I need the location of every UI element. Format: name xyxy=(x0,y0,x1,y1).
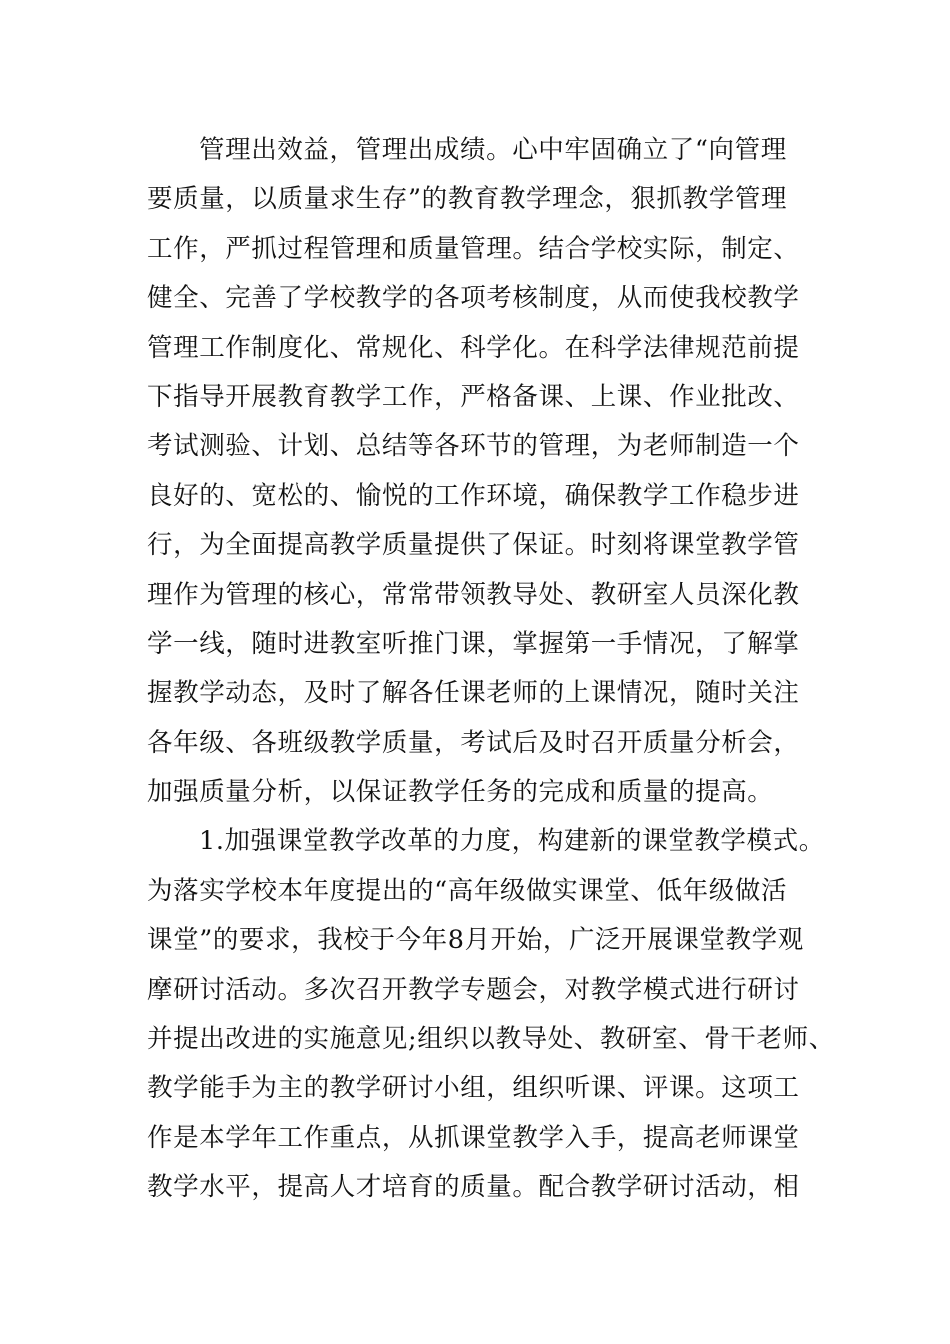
text-line: 课堂”的要求，我校于今年8月开始，广泛开展课堂教学观 xyxy=(147,925,804,956)
text-line: 管理出效益，管理出成绩。心中牢固确立了“向管理 xyxy=(199,135,787,165)
document-body xyxy=(147,126,835,1213)
text-line: 工作，严抓过程管理和质量管理。结合学校实际，制定、 xyxy=(147,233,800,264)
text-line: 健全、完善了学校教学的各项考核制度，从而使我校教学 xyxy=(147,283,800,314)
text-line: 为落实学校本年度提出的“高年级做实课堂、低年级做活 xyxy=(147,875,788,906)
text-line: 教学水平，提高人才培育的质量。配合教学研讨活动，相 xyxy=(147,1172,800,1203)
text-line: 良好的、宽松的、愉悦的工作环境，确保教学工作稳步进 xyxy=(147,480,800,511)
text-line: 要质量，以质量求生存”的教育教学理念，狠抓教学管理 xyxy=(147,184,788,215)
paragraph-management xyxy=(147,126,811,817)
paragraph-classroom-reform xyxy=(147,817,835,1212)
text-line: 加强质量分析，以保证教学任务的完成和质量的提高。 xyxy=(147,777,774,808)
text-line: 下指导开展教育教学工作，严格备课、上课、作业批改、 xyxy=(147,381,800,412)
text-line: 摩研讨活动。多次召开教学专题会，对教学模式进行研讨 xyxy=(147,974,800,1005)
text-line: 1.加强课堂教学改革的力度，构建新的课堂教学模式。 xyxy=(199,826,825,857)
text-line: 并提出改进的实施意见;组织以教导处、教研室、骨干老师、 xyxy=(147,1024,835,1055)
text-line: 作是本学年工作重点，从抓课堂教学入手，提高老师课堂 xyxy=(147,1122,800,1153)
text-line: 教学能手为主的教学研讨小组，组织听课、评课。这项工 xyxy=(147,1073,800,1104)
text-line: 管理工作制度化、常规化、科学化。在科学法律规范前提 xyxy=(147,332,800,363)
text-line: 握教学动态，及时了解各任课老师的上课情况，随时关注 xyxy=(147,678,800,709)
text-line: 行，为全面提高教学质量提供了保证。时刻将课堂教学管 xyxy=(147,530,800,561)
text-line: 考试测验、计划、总结等各环节的管理，为老师制造一个 xyxy=(147,431,800,462)
text-line: 理作为管理的核心，常常带领教导处、教研室人员深化教 xyxy=(147,579,800,610)
text-line: 学一线，随时进教室听推门课，掌握第一手情况，了解掌 xyxy=(147,628,800,659)
text-line: 各年级、各班级教学质量，考试后及时召开质量分析会， xyxy=(147,727,800,758)
